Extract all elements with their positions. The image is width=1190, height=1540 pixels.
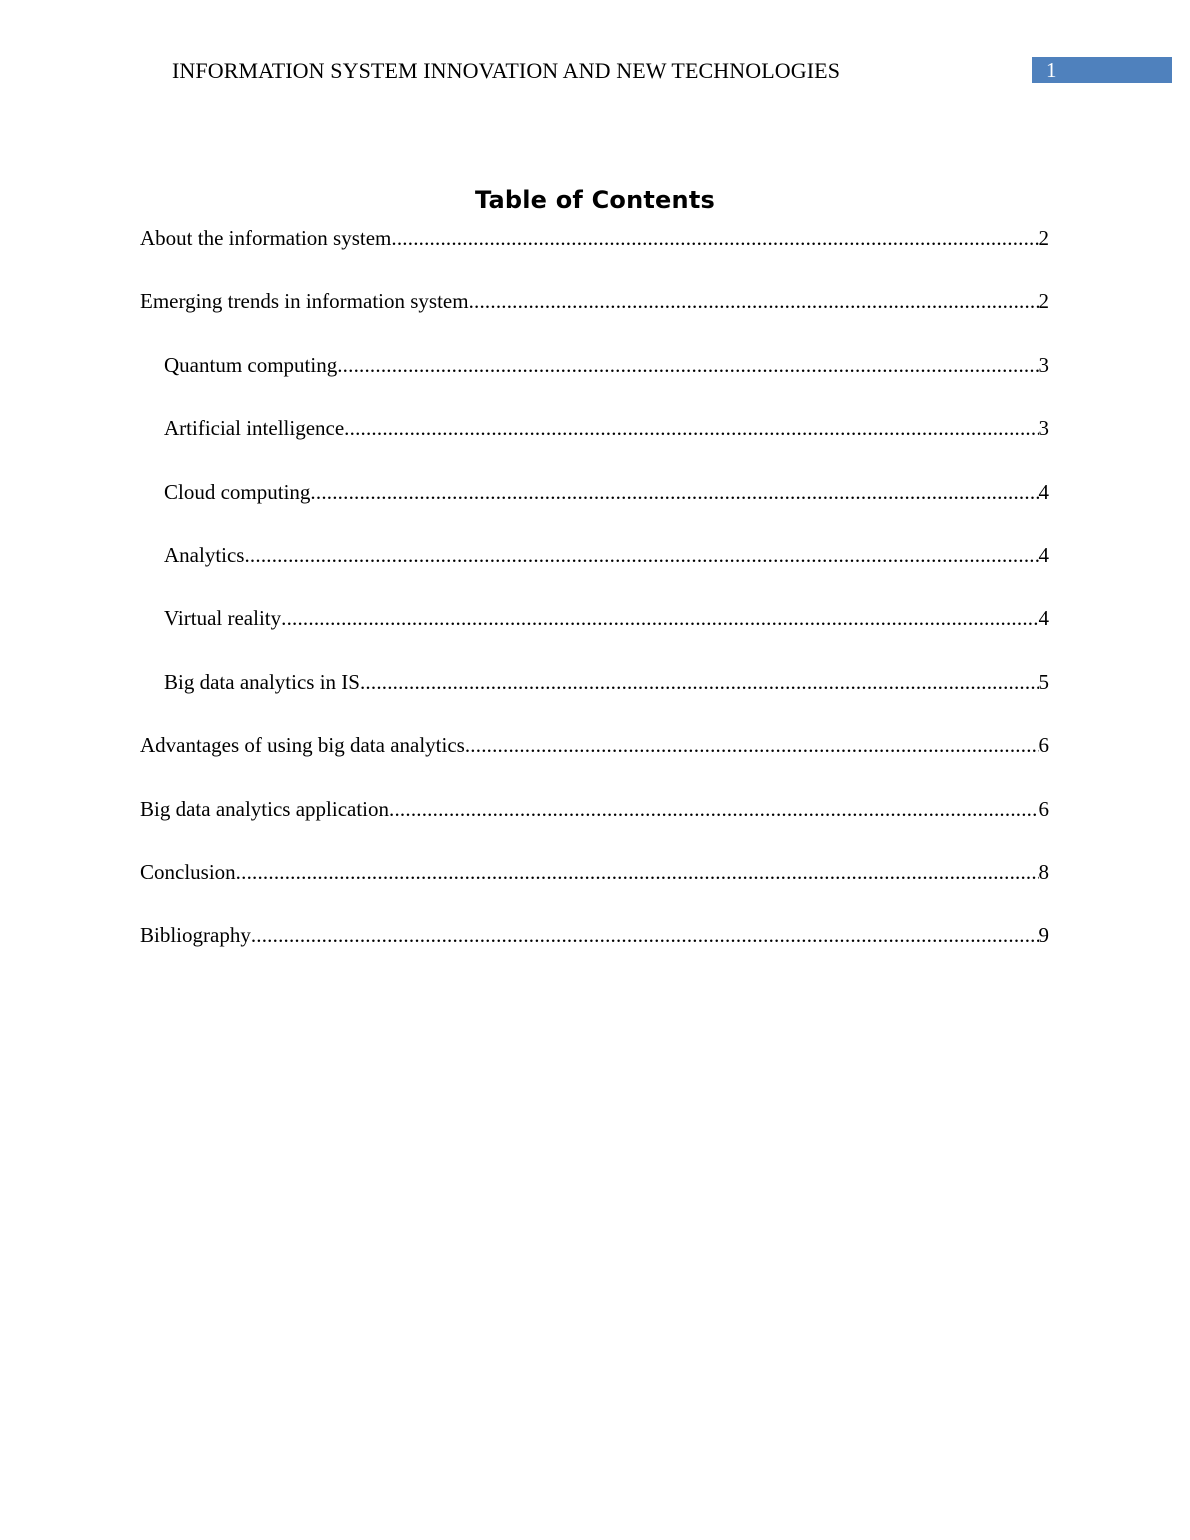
toc-entry[interactable] <box>140 351 1049 414</box>
toc-entry[interactable] <box>140 478 1049 541</box>
toc-entry-page: 4 <box>1038 479 1049 504</box>
toc-dot-leader <box>244 541 1038 569</box>
toc-entry[interactable] <box>140 795 1049 858</box>
toc-entry-page: 6 <box>1038 733 1049 758</box>
toc-entry[interactable] <box>140 731 1049 794</box>
table-of-contents <box>140 224 1049 985</box>
toc-entry-text: Quantum computing <box>164 352 338 377</box>
toc-entry-page: 2 <box>1038 226 1049 250</box>
toc-entry[interactable] <box>140 921 1049 984</box>
toc-entry-text: Advantages of using big data analytics <box>140 733 465 758</box>
toc-entry-text: Bibliography <box>140 923 251 948</box>
toc-entry-page: 5 <box>1038 669 1049 694</box>
toc-dot-leader <box>236 858 1039 886</box>
toc-entry[interactable] <box>140 287 1049 350</box>
toc-entry-page: 9 <box>1038 923 1049 948</box>
toc-dot-leader <box>251 921 1039 949</box>
toc-entry-page: 8 <box>1038 859 1049 884</box>
toc-entry-text: Cloud computing <box>164 479 311 504</box>
toc-entry-text: Emerging trends in information system <box>140 289 469 314</box>
toc-title: Table of Contents <box>475 186 715 214</box>
toc-dot-leader <box>391 224 1038 252</box>
toc-entry-page: 3 <box>1038 352 1049 377</box>
toc-dot-leader <box>337 351 1038 379</box>
toc-entry[interactable] <box>140 541 1049 604</box>
toc-dot-leader <box>469 287 1039 315</box>
toc-dot-leader <box>310 478 1038 506</box>
toc-dot-leader <box>389 795 1038 823</box>
toc-entry-text: Artificial intelligence <box>164 416 345 441</box>
toc-entry-text: Analytics <box>164 542 245 567</box>
toc-entry-text: Virtual reality <box>164 606 282 631</box>
toc-dot-leader <box>344 414 1038 442</box>
toc-entry[interactable] <box>140 414 1049 477</box>
toc-entry-text: Big data analytics application <box>140 796 390 821</box>
toc-dot-leader <box>360 668 1039 696</box>
toc-entry[interactable] <box>140 224 1049 287</box>
toc-entry-text: Big data analytics in IS <box>164 669 360 694</box>
toc-entry[interactable] <box>140 668 1049 731</box>
toc-entry-page: 4 <box>1038 606 1049 631</box>
toc-entry-text: About the information system <box>140 226 392 250</box>
toc-dot-leader <box>281 604 1038 632</box>
page-number-badge <box>1032 57 1172 83</box>
page-number: 1 <box>1046 58 1057 82</box>
toc-entry-text: Conclusion <box>140 859 236 884</box>
toc-entry[interactable] <box>140 858 1049 921</box>
running-header-title: INFORMATION SYSTEM INNOVATION AND NEW TECHNOLOGIES <box>172 58 841 83</box>
toc-entry-page: 4 <box>1038 542 1049 567</box>
toc-entry-page: 3 <box>1038 416 1049 441</box>
toc-entry[interactable] <box>140 604 1049 667</box>
toc-dot-leader <box>465 731 1039 759</box>
toc-entry-page: 2 <box>1038 289 1049 314</box>
toc-entry-page: 6 <box>1038 796 1049 821</box>
